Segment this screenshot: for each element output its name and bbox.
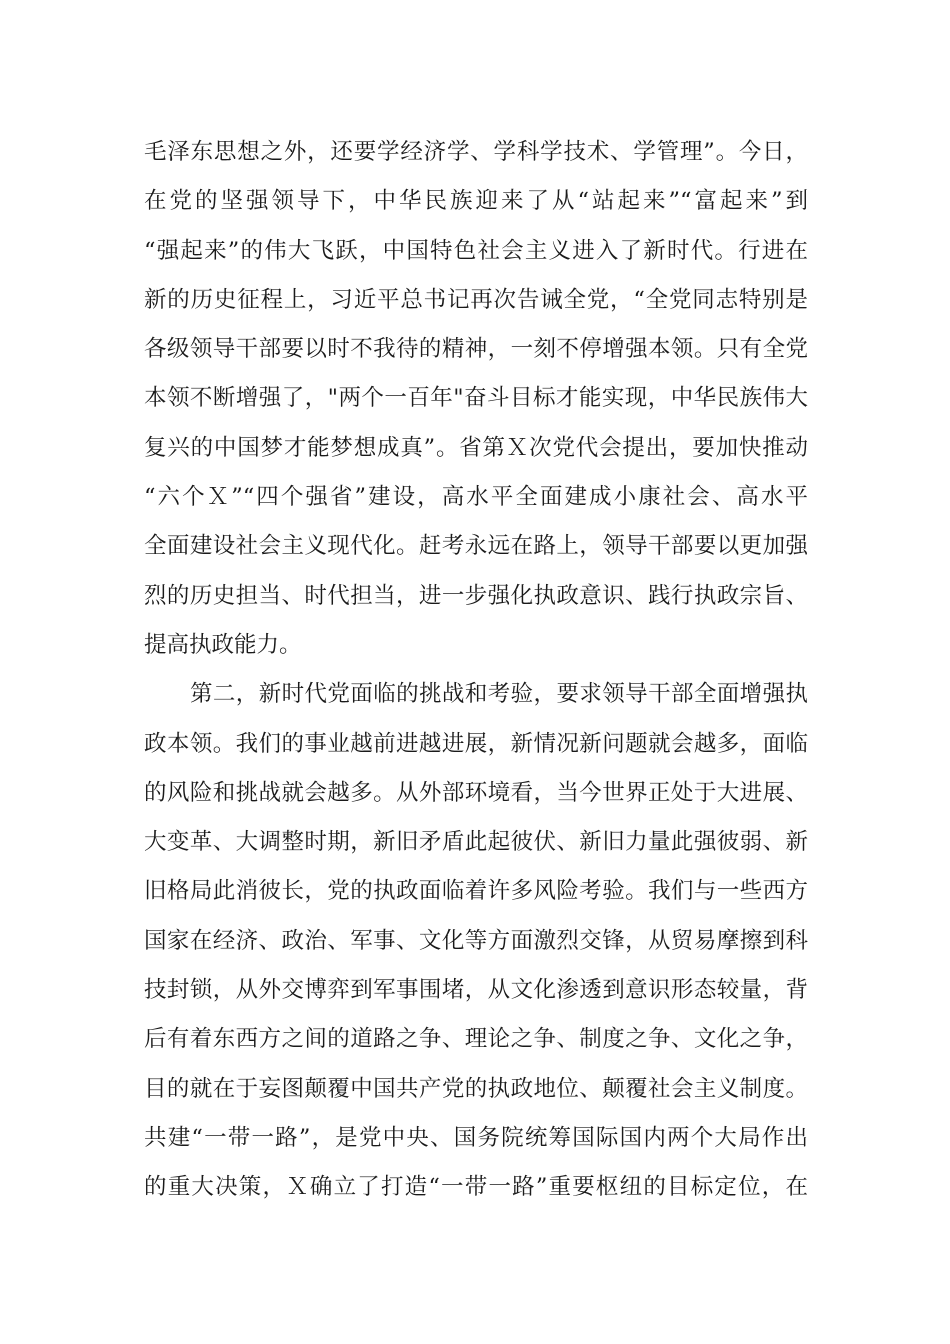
text-line-17: 国家在经济、政治、军事、文化等方面激烈交锋，从贸易摩擦到科 <box>144 927 808 954</box>
text-line-7: 复兴的中国梦才能梦想成真”。省第Ｘ次党代会提出，要加快推动 <box>144 434 808 461</box>
text-line-15: 大变革、大调整时期，新旧矛盾此起彼伏、新旧力量此强彼弱、新 <box>144 829 808 856</box>
text-line-10: 烈的历史担当、时代担当，进一步强化执政意识、践行执政宗旨、 <box>144 582 808 609</box>
text-line-13: 政本领。我们的事业越前进越进展，新情况新问题就会越多，面临 <box>144 730 808 757</box>
text-line-14: 的风险和挑战就会越多。从外部环境看，当今世界正处于大进展、 <box>144 779 808 806</box>
text-line-18: 技封锁，从外交博弈到军事围堵，从文化渗透到意识形态较量，背 <box>144 977 808 1004</box>
text-line-19: 后有着东西方之间的道路之争、理论之争、制度之争、文化之争， <box>144 1026 808 1053</box>
text-line-9: 全面建设社会主义现代化。赶考永远在路上，领导干部要以更加强 <box>144 533 808 560</box>
text-line-2: 在党的坚强领导下，中华民族迎来了从“站起来”“富起来”到 <box>144 188 808 215</box>
text-line-22: 的重大决策，Ｘ确立了打造“一带一路”重要枢纽的目标定位，在 <box>144 1174 808 1201</box>
document-body <box>144 128 808 1213</box>
text-line-20: 目的就在于妄图颠覆中国共产党的执政地位、颠覆社会主义制度。 <box>144 1075 808 1102</box>
text-line-4: 新的历史征程上，习近平总书记再次告诫全党，“全党同志特别是 <box>144 286 808 313</box>
text-line-11: 提高执政能力。 <box>144 631 302 658</box>
text-line-8: “六个Ｘ”“四个强省”建设，高水平全面建成小康社会、高水平 <box>144 484 808 511</box>
text-line-3: “强起来”的伟大飞跃，中国特色社会主义进入了新时代。行进在 <box>144 237 808 264</box>
text-line-16: 旧格局此消彼长，党的执政面临着许多风险考验。我们与一些西方 <box>144 878 808 905</box>
text-line-6: 本领不断增强了，"两个一百年"奋斗目标才能实现，中华民族伟大 <box>144 385 808 412</box>
text-line-21: 共建“一带一路”，是党中央、国务院统筹国际国内两个大局作出 <box>144 1124 808 1151</box>
paragraph-2-first-line: 第二，新时代党面临的挑战和考验，要求领导干部全面增强执 <box>190 681 808 708</box>
text-line-1: 毛泽东思想之外，还要学经济学、学科学技术、学管理”。今日， <box>144 139 808 165</box>
text-line-5: 各级领导干部要以时不我待的精神，一刻不停增强本领。只有全党 <box>144 336 808 363</box>
